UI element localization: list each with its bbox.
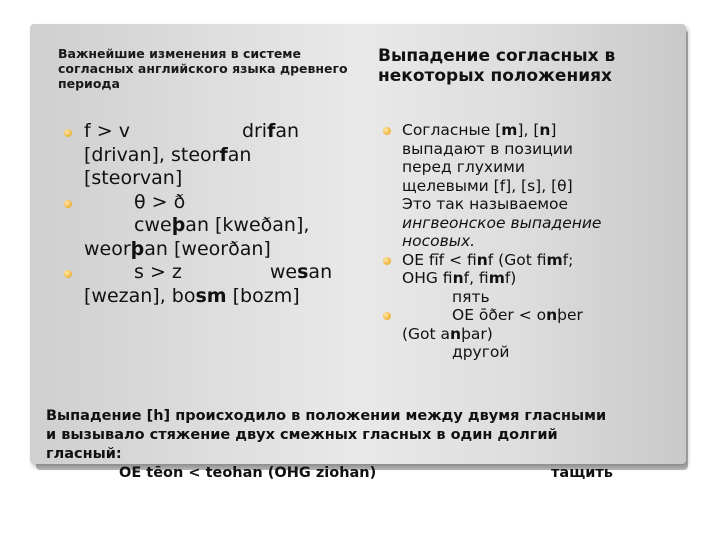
rule-line: θ > ð	[134, 190, 186, 213]
bottom-note: Выпадение [h] происходило в положении между двумя гласными и вызывало стяжение двух смежных гласных в один долгий гласный: OE tēon < teohan (OHG ziohan) тащить	[46, 408, 613, 481]
list-item-theta-eth	[84, 191, 374, 262]
right-bullet-list	[402, 121, 682, 362]
transcription-line: [steorvan]	[84, 167, 183, 189]
example-line: [wezan], bosm [bozm]	[84, 284, 300, 307]
bullet-icon	[383, 312, 391, 320]
example-line: cweþan [kweðan],	[134, 214, 310, 236]
bullet-icon	[383, 257, 391, 265]
bottom-example: OE tēon < teohan (OHG ziohan)	[119, 465, 377, 481]
list-item-nasal-loss: Согласные [m], [n] выпадают в позиции перед глухими щелевыми [f], [s], [θ] Это так называемое ингвеонское выпадение носовых.	[402, 121, 682, 251]
example-line: [drivan], steorfan	[84, 143, 252, 166]
bullet-icon	[64, 200, 72, 208]
bullet-icon	[64, 270, 72, 278]
example-line-2: weorþan [weorðan]	[84, 237, 271, 260]
list-item-f-v	[84, 120, 374, 191]
bullet-icon	[64, 129, 72, 137]
list-item-five-example: OE fīf < finf (Got fimf; OHG finf, fimf) пять	[402, 251, 682, 307]
rule-line: f > v drifan	[84, 120, 300, 142]
left-column-title: Важнейшие изменения в системе согласных английского языка древнего периода	[58, 46, 348, 91]
list-item-s-z	[84, 261, 374, 308]
left-bullet-list	[84, 120, 374, 308]
rule-line: s > z wesan	[134, 261, 333, 283]
bullet-icon	[383, 127, 391, 135]
bottom-meaning: тащить	[551, 465, 613, 481]
right-column-title: Выпадение согласных в некоторых положениях	[378, 46, 616, 86]
list-item-other-example: OE ōðer < onþer (Got anþar) другой	[402, 306, 682, 362]
